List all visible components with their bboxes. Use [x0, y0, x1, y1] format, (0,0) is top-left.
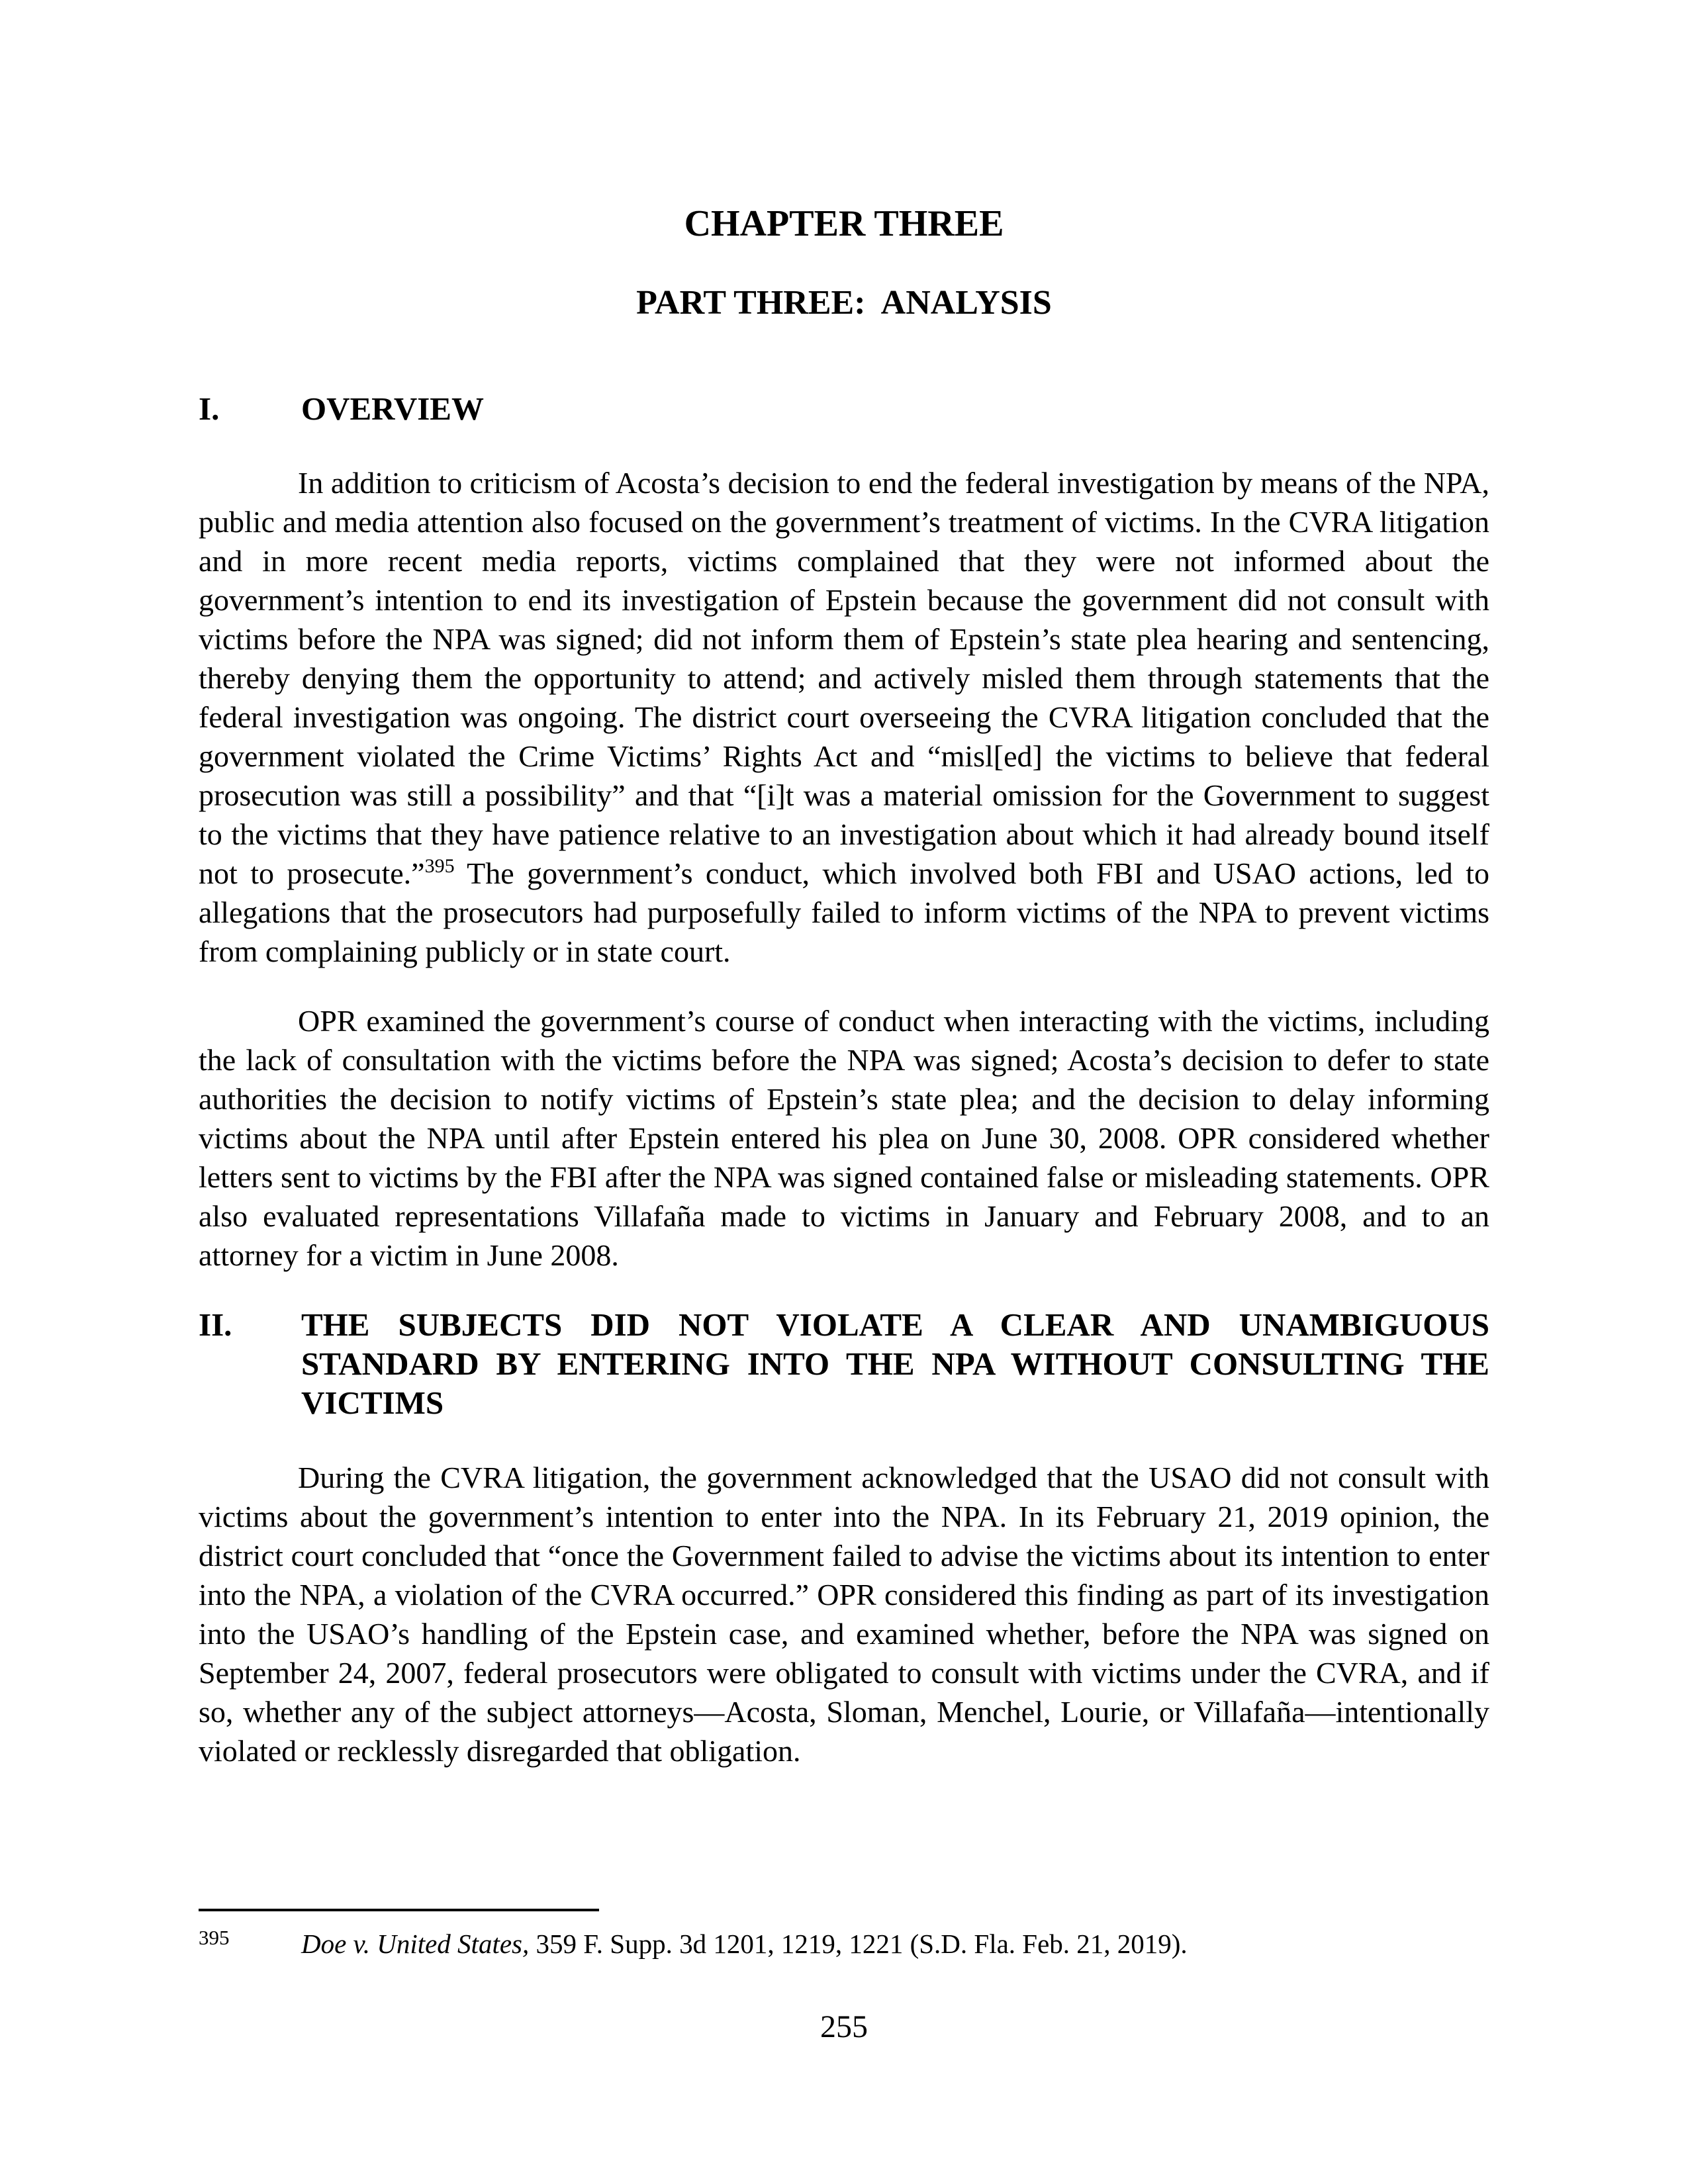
footnote-number: 395: [199, 1926, 230, 1949]
part-title: PART THREE: ANALYSIS: [636, 284, 1052, 322]
footnote-395: [199, 1927, 1489, 1963]
paragraph-text: The government’s conduct, which involved both FBI and USAO actions, led to allegations that the prosecutors had purposefully failed to inform victims of the NPA to prevent victims from complaining publicly or in state court.: [199, 856, 1489, 968]
page-content: [199, 204, 1489, 1770]
footnote-case-name: Doe v. United States,: [301, 1929, 530, 1959]
paragraph-text: In addition to criticism of Acosta’s decision to end the federal investigation by means of the NPA, public and media attention also focused on the government’s treatment of victims. In the CVRA litigation and in more recent media reports, victims complained that they were not informed about the government’s intention to end its investigation of Epstein because the government did not consult with victims before the NPA was signed; did not inform them of Epstein’s state plea hearing and sentencing, thereby denying them the opportunity to attend; and actively misled them through statements that the federal investigation was ongoing. The district court overseeing the CVRA litigation concluded that the government violated the Crime Victims’ Rights Act and “misl[ed] the victims to believe that federal prosecution was still a possibility” and that “[i]t was a material omission for the Government to suggest to the victims that they have patience relative to an investigation about which it had already bound itself not to prosecute.”: [199, 466, 1489, 890]
section-numeral: I.: [199, 390, 220, 427]
section-heading-2: [199, 1305, 1489, 1422]
footnote-reference-395: 395: [424, 855, 455, 877]
page-number: 255: [820, 2009, 868, 2044]
footnote-citation: 359 F. Supp. 3d 1201, 1219, 1221 (S.D. Fla. Feb. 21, 2019).: [536, 1929, 1188, 1959]
chapter-title: CHAPTER THREE: [684, 203, 1004, 244]
section-heading-overview: [199, 390, 1489, 428]
footnote-separator-rule: [199, 1909, 599, 1911]
paragraph-section2-1: During the CVRA litigation, the government acknowledged that the USAO did not consult with victims about the government’s intention to enter into the NPA. In its February 21, 2019 opinion, the district court concluded that “once the Government failed to advise the victims about its intention to enter into the NPA, a violation of the CVRA occurred.” OPR considered this finding as part of its investigation into the USAO’s handling of the Epstein case, and examined whether, before the NPA was signed on September 24, 2007, federal prosecutors were obligated to consult with victims under the CVRA, and if so, whether any of the subject attorneys—Acosta, Sloman, Menchel, Lourie, or Villafaña—intentionally violated or recklessly disregarded that obligation.: [199, 1461, 1489, 1768]
paragraph-overview-2: OPR examined the government’s course of conduct when interacting with the victims, including the lack of consultation with the victims before the NPA was signed; Acosta’s decision to defer to state authorities the decision to notify victims of Epstein’s state plea; and the decision to delay informing victims about the NPA until after Epstein entered his plea on June 30, 2008. OPR considered whether letters sent to victims by the FBI after the NPA was signed contained false or misleading statements. OPR also evaluated representations Villafaña made to victims in January and February 2008, and to an attorney for a victim in June 2008.: [199, 1004, 1489, 1272]
section-heading-text: OVERVIEW: [301, 390, 484, 427]
section-heading-text: THE SUBJECTS DID NOT VIOLATE A CLEAR AND UNAMBIGUOUS STANDARD BY ENTERING INTO THE NPA WITHOUT CONSULTING THE VICTIMS: [301, 1306, 1489, 1421]
paragraph-overview-1: [199, 463, 1489, 971]
footnote-marker: [199, 1927, 301, 1963]
section-numeral: II.: [199, 1306, 232, 1343]
